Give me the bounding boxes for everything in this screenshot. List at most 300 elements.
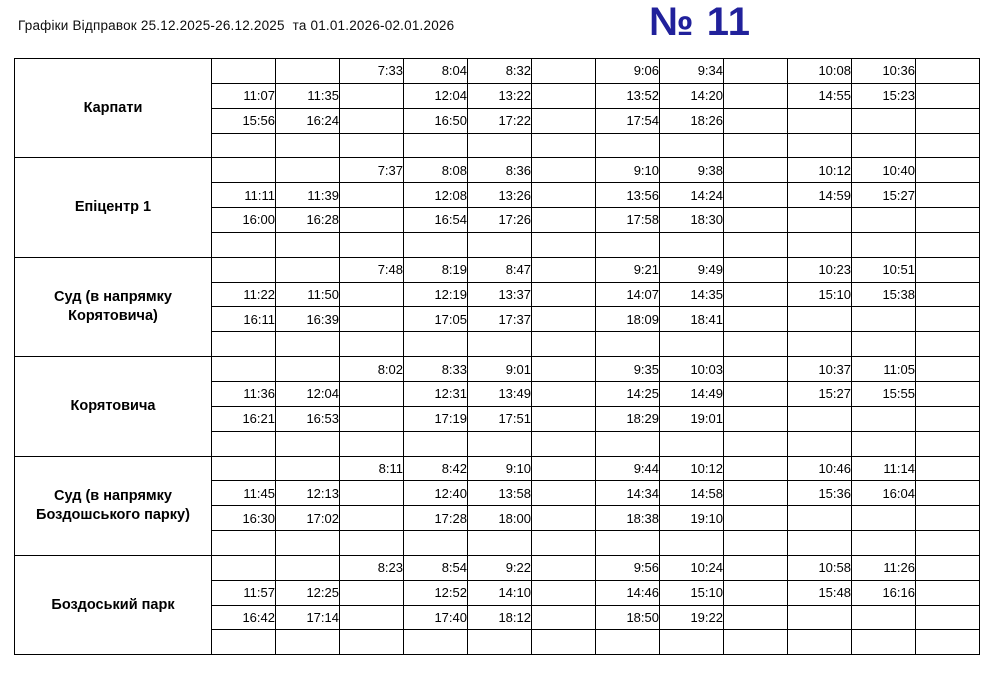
time-cell: 11:05 — [852, 357, 916, 382]
empty-cell — [276, 456, 340, 481]
time-cell: 15:55 — [852, 381, 916, 406]
empty-cell — [532, 133, 596, 158]
empty-cell — [916, 456, 980, 481]
time-cell: 17:28 — [404, 506, 468, 531]
schedule-row — [15, 158, 980, 183]
time-cell: 18:26 — [660, 108, 724, 133]
empty-cell — [276, 59, 340, 84]
empty-cell — [212, 257, 276, 282]
time-cell: 10:23 — [788, 257, 852, 282]
empty-cell — [788, 431, 852, 456]
time-cell: 16:00 — [212, 208, 276, 233]
schedule-row — [15, 357, 980, 382]
empty-cell — [340, 282, 404, 307]
schedule-row — [15, 555, 980, 580]
time-cell: 10:46 — [788, 456, 852, 481]
empty-cell — [724, 307, 788, 332]
empty-cell — [212, 431, 276, 456]
time-cell: 8:02 — [340, 357, 404, 382]
empty-cell — [852, 208, 916, 233]
time-cell: 16:04 — [852, 481, 916, 506]
empty-cell — [788, 406, 852, 431]
time-cell: 9:44 — [596, 456, 660, 481]
time-cell: 17:26 — [468, 208, 532, 233]
empty-cell — [724, 580, 788, 605]
time-cell: 12:52 — [404, 580, 468, 605]
time-cell: 12:40 — [404, 481, 468, 506]
empty-cell — [852, 531, 916, 556]
schedule-row — [15, 456, 980, 481]
empty-cell — [532, 431, 596, 456]
empty-cell — [916, 555, 980, 580]
empty-cell — [916, 431, 980, 456]
time-cell: 9:10 — [468, 456, 532, 481]
empty-cell — [532, 381, 596, 406]
empty-cell — [212, 232, 276, 257]
time-cell: 15:10 — [788, 282, 852, 307]
empty-cell — [276, 531, 340, 556]
empty-cell — [916, 307, 980, 332]
empty-cell — [916, 506, 980, 531]
empty-cell — [276, 431, 340, 456]
empty-cell — [532, 506, 596, 531]
empty-cell — [724, 332, 788, 357]
time-cell: 7:48 — [340, 257, 404, 282]
empty-cell — [916, 605, 980, 630]
time-cell: 9:56 — [596, 555, 660, 580]
empty-cell — [340, 381, 404, 406]
empty-cell — [596, 630, 660, 655]
time-cell: 9:21 — [596, 257, 660, 282]
empty-cell — [468, 332, 532, 357]
empty-cell — [788, 232, 852, 257]
empty-cell — [788, 108, 852, 133]
empty-cell — [532, 456, 596, 481]
empty-cell — [852, 133, 916, 158]
empty-cell — [724, 406, 788, 431]
time-cell: 15:27 — [788, 381, 852, 406]
time-cell: 19:10 — [660, 506, 724, 531]
time-cell: 14:49 — [660, 381, 724, 406]
empty-cell — [212, 158, 276, 183]
time-cell: 10:37 — [788, 357, 852, 382]
time-cell: 18:12 — [468, 605, 532, 630]
empty-cell — [596, 133, 660, 158]
time-cell: 8:11 — [340, 456, 404, 481]
empty-cell — [852, 630, 916, 655]
empty-cell — [532, 531, 596, 556]
empty-cell — [916, 630, 980, 655]
empty-cell — [212, 59, 276, 84]
empty-cell — [532, 605, 596, 630]
empty-cell — [212, 630, 276, 655]
empty-cell — [532, 307, 596, 332]
time-cell: 13:49 — [468, 381, 532, 406]
time-cell: 17:37 — [468, 307, 532, 332]
time-cell: 18:29 — [596, 406, 660, 431]
empty-cell — [724, 108, 788, 133]
empty-cell — [212, 531, 276, 556]
empty-cell — [532, 83, 596, 108]
empty-cell — [724, 481, 788, 506]
time-cell: 18:38 — [596, 506, 660, 531]
empty-cell — [340, 83, 404, 108]
time-cell: 11:39 — [276, 183, 340, 208]
schedule-row — [15, 59, 980, 84]
time-cell: 9:10 — [596, 158, 660, 183]
empty-cell — [788, 133, 852, 158]
empty-cell — [340, 431, 404, 456]
time-cell: 15:48 — [788, 580, 852, 605]
time-cell: 9:06 — [596, 59, 660, 84]
empty-cell — [340, 183, 404, 208]
empty-cell — [724, 357, 788, 382]
empty-cell — [532, 406, 596, 431]
empty-cell — [532, 555, 596, 580]
station-name-cell: Боздоський парк — [15, 555, 212, 654]
empty-cell — [660, 133, 724, 158]
empty-cell — [468, 531, 532, 556]
empty-cell — [724, 59, 788, 84]
time-cell: 15:36 — [788, 481, 852, 506]
time-cell: 17:02 — [276, 506, 340, 531]
empty-cell — [340, 605, 404, 630]
empty-cell — [916, 580, 980, 605]
time-cell: 12:25 — [276, 580, 340, 605]
empty-cell — [212, 456, 276, 481]
empty-cell — [340, 307, 404, 332]
time-cell: 11:22 — [212, 282, 276, 307]
time-cell: 8:23 — [340, 555, 404, 580]
time-cell: 8:54 — [404, 555, 468, 580]
time-cell: 15:10 — [660, 580, 724, 605]
empty-cell — [212, 133, 276, 158]
empty-cell — [532, 183, 596, 208]
empty-cell — [340, 630, 404, 655]
time-cell: 16:24 — [276, 108, 340, 133]
empty-cell — [852, 108, 916, 133]
station-name-cell: Суд (в напрямку Боздошського парку) — [15, 456, 212, 555]
empty-cell — [276, 555, 340, 580]
empty-cell — [916, 481, 980, 506]
empty-cell — [724, 232, 788, 257]
time-cell: 10:24 — [660, 555, 724, 580]
time-cell: 14:35 — [660, 282, 724, 307]
empty-cell — [212, 357, 276, 382]
empty-cell — [660, 232, 724, 257]
empty-cell — [788, 605, 852, 630]
time-cell: 8:36 — [468, 158, 532, 183]
time-cell: 13:58 — [468, 481, 532, 506]
time-cell: 8:19 — [404, 257, 468, 282]
time-cell: 18:50 — [596, 605, 660, 630]
empty-cell — [724, 506, 788, 531]
empty-cell — [404, 531, 468, 556]
time-cell: 8:42 — [404, 456, 468, 481]
time-cell: 11:14 — [852, 456, 916, 481]
time-cell: 12:31 — [404, 381, 468, 406]
departure-table — [14, 58, 980, 655]
time-cell: 19:22 — [660, 605, 724, 630]
empty-cell — [532, 630, 596, 655]
empty-cell — [532, 332, 596, 357]
time-cell: 14:34 — [596, 481, 660, 506]
empty-cell — [724, 555, 788, 580]
empty-cell — [916, 232, 980, 257]
time-cell: 11:26 — [852, 555, 916, 580]
empty-cell — [532, 257, 596, 282]
empty-cell — [276, 257, 340, 282]
time-cell: 8:47 — [468, 257, 532, 282]
time-cell: 17:58 — [596, 208, 660, 233]
empty-cell — [788, 531, 852, 556]
empty-cell — [660, 332, 724, 357]
time-cell: 9:49 — [660, 257, 724, 282]
empty-cell — [340, 108, 404, 133]
empty-cell — [724, 133, 788, 158]
time-cell: 15:23 — [852, 83, 916, 108]
empty-cell — [724, 282, 788, 307]
time-cell: 14:55 — [788, 83, 852, 108]
schedule-row — [15, 257, 980, 282]
empty-cell — [852, 406, 916, 431]
time-cell: 17:14 — [276, 605, 340, 630]
empty-cell — [852, 605, 916, 630]
time-cell: 9:35 — [596, 357, 660, 382]
empty-cell — [916, 108, 980, 133]
empty-cell — [916, 406, 980, 431]
empty-cell — [276, 332, 340, 357]
station-name-cell: Карпати — [15, 59, 212, 158]
empty-cell — [468, 232, 532, 257]
empty-cell — [340, 506, 404, 531]
time-cell: 12:04 — [276, 381, 340, 406]
empty-cell — [724, 381, 788, 406]
empty-cell — [532, 158, 596, 183]
empty-cell — [404, 431, 468, 456]
time-cell: 12:13 — [276, 481, 340, 506]
time-cell: 17:05 — [404, 307, 468, 332]
empty-cell — [788, 307, 852, 332]
time-cell: 14:59 — [788, 183, 852, 208]
station-name-cell: Корятовича — [15, 357, 212, 456]
empty-cell — [340, 531, 404, 556]
empty-cell — [916, 59, 980, 84]
time-cell: 16:21 — [212, 406, 276, 431]
empty-cell — [404, 630, 468, 655]
empty-cell — [916, 133, 980, 158]
station-name-cell: Епіцентр 1 — [15, 158, 212, 257]
empty-cell — [724, 83, 788, 108]
empty-cell — [916, 257, 980, 282]
empty-cell — [276, 133, 340, 158]
empty-cell — [340, 332, 404, 357]
empty-cell — [276, 357, 340, 382]
time-cell: 14:07 — [596, 282, 660, 307]
empty-cell — [852, 332, 916, 357]
time-cell: 14:58 — [660, 481, 724, 506]
time-cell: 18:30 — [660, 208, 724, 233]
time-cell: 15:56 — [212, 108, 276, 133]
time-cell: 18:09 — [596, 307, 660, 332]
empty-cell — [532, 282, 596, 307]
time-cell: 16:42 — [212, 605, 276, 630]
time-cell: 16:50 — [404, 108, 468, 133]
empty-cell — [724, 208, 788, 233]
empty-cell — [852, 232, 916, 257]
empty-cell — [724, 456, 788, 481]
empty-cell — [916, 83, 980, 108]
time-cell: 16:16 — [852, 580, 916, 605]
empty-cell — [212, 555, 276, 580]
time-cell: 16:30 — [212, 506, 276, 531]
time-cell: 14:24 — [660, 183, 724, 208]
empty-cell — [916, 357, 980, 382]
empty-cell — [724, 531, 788, 556]
empty-cell — [212, 332, 276, 357]
time-cell: 7:37 — [340, 158, 404, 183]
time-cell: 13:37 — [468, 282, 532, 307]
empty-cell — [340, 232, 404, 257]
empty-cell — [276, 630, 340, 655]
time-cell: 12:19 — [404, 282, 468, 307]
time-cell: 11:07 — [212, 83, 276, 108]
time-cell: 14:10 — [468, 580, 532, 605]
time-cell: 11:35 — [276, 83, 340, 108]
empty-cell — [724, 605, 788, 630]
time-cell: 17:51 — [468, 406, 532, 431]
empty-cell — [788, 208, 852, 233]
time-cell: 9:34 — [660, 59, 724, 84]
time-cell: 13:52 — [596, 83, 660, 108]
time-cell: 15:27 — [852, 183, 916, 208]
time-cell: 10:58 — [788, 555, 852, 580]
empty-cell — [916, 531, 980, 556]
empty-cell — [404, 133, 468, 158]
empty-cell — [340, 208, 404, 233]
empty-cell — [532, 59, 596, 84]
empty-cell — [468, 133, 532, 158]
time-cell: 8:04 — [404, 59, 468, 84]
empty-cell — [532, 232, 596, 257]
time-cell: 9:38 — [660, 158, 724, 183]
time-cell: 19:01 — [660, 406, 724, 431]
empty-cell — [916, 158, 980, 183]
empty-cell — [916, 381, 980, 406]
empty-cell — [660, 431, 724, 456]
empty-cell — [852, 307, 916, 332]
empty-cell — [596, 431, 660, 456]
empty-cell — [532, 580, 596, 605]
time-cell: 17:54 — [596, 108, 660, 133]
empty-cell — [724, 431, 788, 456]
empty-cell — [404, 232, 468, 257]
empty-cell — [788, 332, 852, 357]
empty-cell — [468, 431, 532, 456]
time-cell: 10:40 — [852, 158, 916, 183]
empty-cell — [596, 531, 660, 556]
time-cell: 10:36 — [852, 59, 916, 84]
empty-cell — [276, 158, 340, 183]
time-cell: 13:26 — [468, 183, 532, 208]
time-cell: 14:46 — [596, 580, 660, 605]
empty-cell — [916, 183, 980, 208]
empty-cell — [340, 406, 404, 431]
time-cell: 8:32 — [468, 59, 532, 84]
empty-cell — [404, 332, 468, 357]
time-cell: 16:39 — [276, 307, 340, 332]
time-cell: 10:08 — [788, 59, 852, 84]
empty-cell — [724, 183, 788, 208]
empty-cell — [340, 580, 404, 605]
empty-cell — [596, 332, 660, 357]
empty-cell — [468, 630, 532, 655]
empty-cell — [788, 630, 852, 655]
empty-cell — [852, 431, 916, 456]
time-cell: 12:08 — [404, 183, 468, 208]
empty-cell — [916, 208, 980, 233]
time-cell: 13:22 — [468, 83, 532, 108]
empty-cell — [276, 232, 340, 257]
time-cell: 14:20 — [660, 83, 724, 108]
empty-cell — [660, 630, 724, 655]
empty-cell — [532, 208, 596, 233]
time-cell: 10:12 — [660, 456, 724, 481]
time-cell: 11:57 — [212, 580, 276, 605]
empty-cell — [724, 158, 788, 183]
time-cell: 17:19 — [404, 406, 468, 431]
time-cell: 8:08 — [404, 158, 468, 183]
time-cell: 16:11 — [212, 307, 276, 332]
route-number: № 11 — [649, 0, 751, 44]
time-cell: 10:12 — [788, 158, 852, 183]
empty-cell — [724, 257, 788, 282]
time-cell: 7:33 — [340, 59, 404, 84]
empty-cell — [532, 481, 596, 506]
empty-cell — [660, 531, 724, 556]
time-cell: 10:51 — [852, 257, 916, 282]
time-cell: 17:22 — [468, 108, 532, 133]
time-cell: 16:28 — [276, 208, 340, 233]
time-cell: 15:38 — [852, 282, 916, 307]
empty-cell — [532, 357, 596, 382]
empty-cell — [340, 133, 404, 158]
empty-cell — [724, 630, 788, 655]
empty-cell — [340, 481, 404, 506]
time-cell: 14:25 — [596, 381, 660, 406]
time-cell: 16:54 — [404, 208, 468, 233]
empty-cell — [532, 108, 596, 133]
time-cell: 11:50 — [276, 282, 340, 307]
page-title: Графіки Відправок 25.12.2025-26.12.2025 та 01.01.2026-02.01.2026 — [18, 18, 455, 33]
time-cell: 12:04 — [404, 83, 468, 108]
empty-cell — [916, 332, 980, 357]
empty-cell — [916, 282, 980, 307]
station-name-cell: Суд (в напрямку Корятовича) — [15, 257, 212, 356]
empty-cell — [596, 232, 660, 257]
time-cell: 9:01 — [468, 357, 532, 382]
time-cell: 18:00 — [468, 506, 532, 531]
time-cell: 11:45 — [212, 481, 276, 506]
time-cell: 11:11 — [212, 183, 276, 208]
time-cell: 9:22 — [468, 555, 532, 580]
time-cell: 13:56 — [596, 183, 660, 208]
time-cell: 18:41 — [660, 307, 724, 332]
empty-cell — [788, 506, 852, 531]
time-cell: 8:33 — [404, 357, 468, 382]
time-cell: 11:36 — [212, 381, 276, 406]
time-cell: 10:03 — [660, 357, 724, 382]
